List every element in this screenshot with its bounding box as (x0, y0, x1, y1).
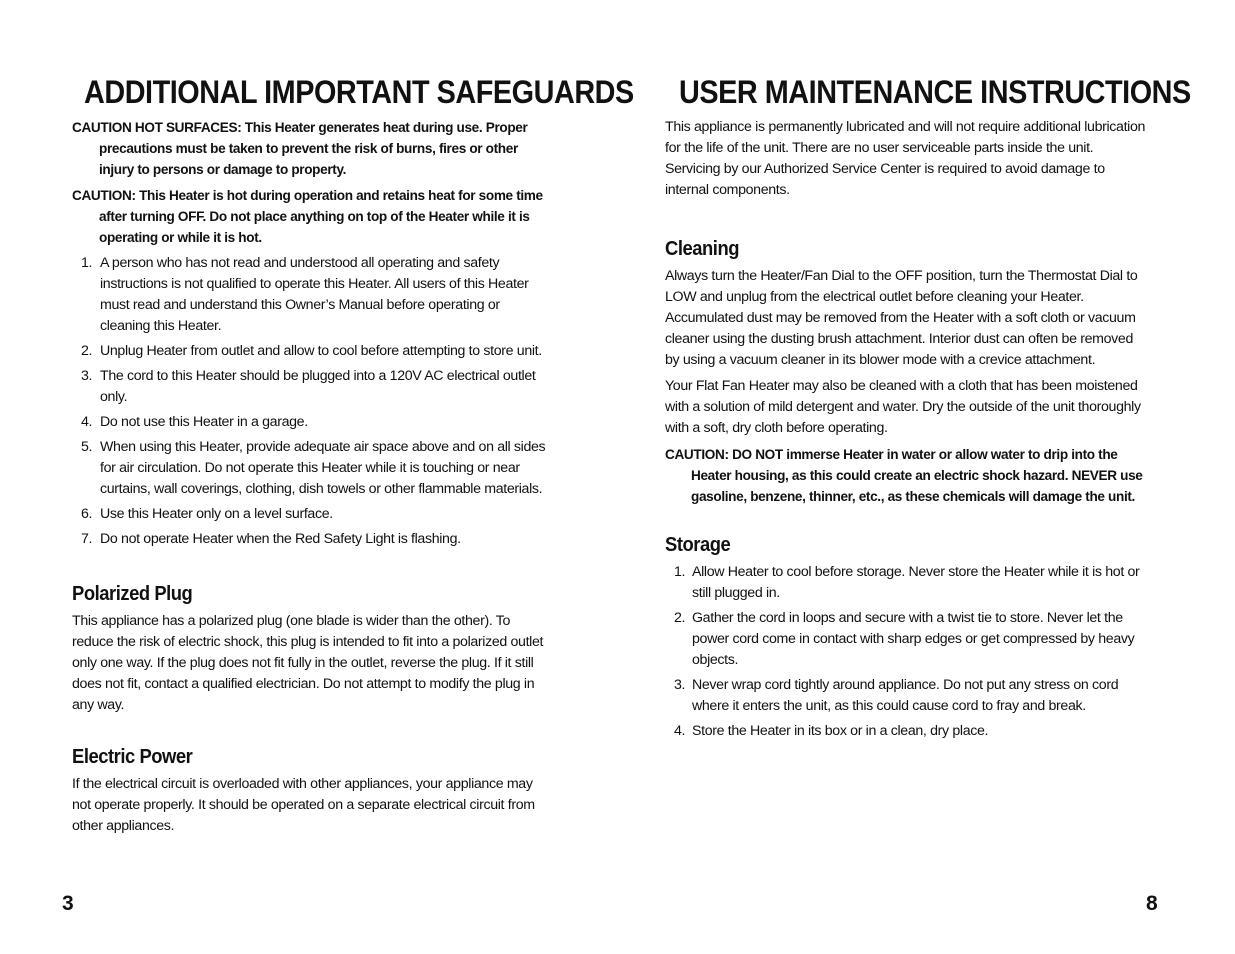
cleaning-text-1: Always turn the Heater/Fan Dial to the OFF position, turn the Thermostat Dial to LOW and unplug from the electrical outlet before cleaning your Heater. Accumulated dust may be removed from the Heater with a soft cloth or vacuum cleaner using the dusting brush attachment. Interior dust can often be removed by using a vacuum cleaner in its blower mode with a crevice attachment. (665, 268, 1138, 368)
list-item: 5. When using this Heater, provide adequate air space above and on all sides for air circulation. Do not operate this Heater while it is touching or near curtains, wall coverings, clothing, dish towels or other flammable materials. (81, 439, 546, 497)
list-item: 1. A person who has not read and understood all operating and safety instructions is not qualified to operate this Heater. All users of this Heater must read and understand this Owner’s Manual before operating or cleaning this Heater. (81, 255, 529, 334)
storage-list (665, 562, 1147, 742)
cleaning-text-2: Your Flat Fan Heater may also be cleaned with a cloth that has been moistened with a solution of mild detergent and water. Dry the outside of the unit thoroughly with a soft, dry cloth before operating. (665, 378, 1141, 436)
safeguards-list (72, 253, 552, 550)
list-item: 2. Gather the cord in loops and secure with a twist tie to store. Never let the power cord come in contact with sharp edges or get compressed by heavy objects. (674, 610, 1135, 668)
page-number-left: 3 (62, 892, 74, 915)
maintenance-intro: This appliance is permanently lubricated and will not require additional lubrication for the life of the unit. There are no user serviceable parts inside the unit. Servicing by our Authorized Service Center is required to avoid damage to internal components. (665, 119, 1146, 198)
polarized-plug-heading: Polarized Plug (72, 583, 193, 605)
storage-heading: Storage (665, 534, 731, 556)
safeguards-content (72, 117, 552, 837)
caution-hot-surfaces: CAUTION HOT SURFACES: This Heater generates heat during use. Proper precautions must be taken to prevent the risk of burns, fires or other injury to persons or damage to property. (72, 120, 528, 177)
list-item: 6. Use this Heater only on a level surface. (81, 506, 333, 522)
list-item: 3. Never wrap cord tightly around appliance. Do not put any stress on cord where it enters the unit, as this could cause cord to fray and break. (674, 677, 1119, 714)
maintenance-title: USER MAINTENANCE INSTRUCTIONS (679, 74, 1191, 110)
cleaning-caution: CAUTION: DO NOT immerse Heater in water or allow water to drip into the Heater housing, as this could create an electric shock hazard. NEVER use gasoline, benzene, thinner, etc., as these chemicals will damage the unit. (665, 447, 1143, 504)
list-item: 4. Do not use this Heater in a garage. (81, 414, 308, 430)
list-item: 4. Store the Heater in its box or in a clean, dry place. (674, 723, 989, 739)
maintenance-content (665, 117, 1147, 746)
list-item: 1. Allow Heater to cool before storage. Never store the Heater while it is hot or still plugged in. (674, 564, 1140, 601)
electric-power-heading: Electric Power (72, 746, 193, 768)
safeguards-title: ADDITIONAL IMPORTANT SAFEGUARDS (84, 74, 634, 110)
page-number-right: 8 (1146, 892, 1158, 915)
list-item: 7. Do not operate Heater when the Red Safety Light is flashing. (81, 531, 461, 547)
electric-power-text: If the electrical circuit is overloaded with other appliances, your appliance may not operate properly. It should be operated on a separate electrical circuit from other appliances. (72, 776, 535, 834)
list-item: 3. The cord to this Heater should be plugged into a 120V AC electrical outlet only. (81, 368, 536, 405)
polarized-plug-text: This appliance has a polarized plug (one blade is wider than the other). To reduce the risk of electric shock, this plug is intended to fit into a polarized outlet only one way. If the plug does not fit fully in the outlet, reverse the plug. If it still does not fit, contact a qualified electrician. Do not attempt to modify the plug in any way. (72, 613, 544, 713)
cleaning-heading: Cleaning (665, 238, 740, 260)
caution-hot-operation: CAUTION: This Heater is hot during operation and retains heat for some time after turning OFF. Do not place anything on top of the Heater while it is operating or while it is hot. (72, 188, 543, 245)
list-item: 2. Unplug Heater from outlet and allow to cool before attempting to store unit. (81, 343, 542, 359)
